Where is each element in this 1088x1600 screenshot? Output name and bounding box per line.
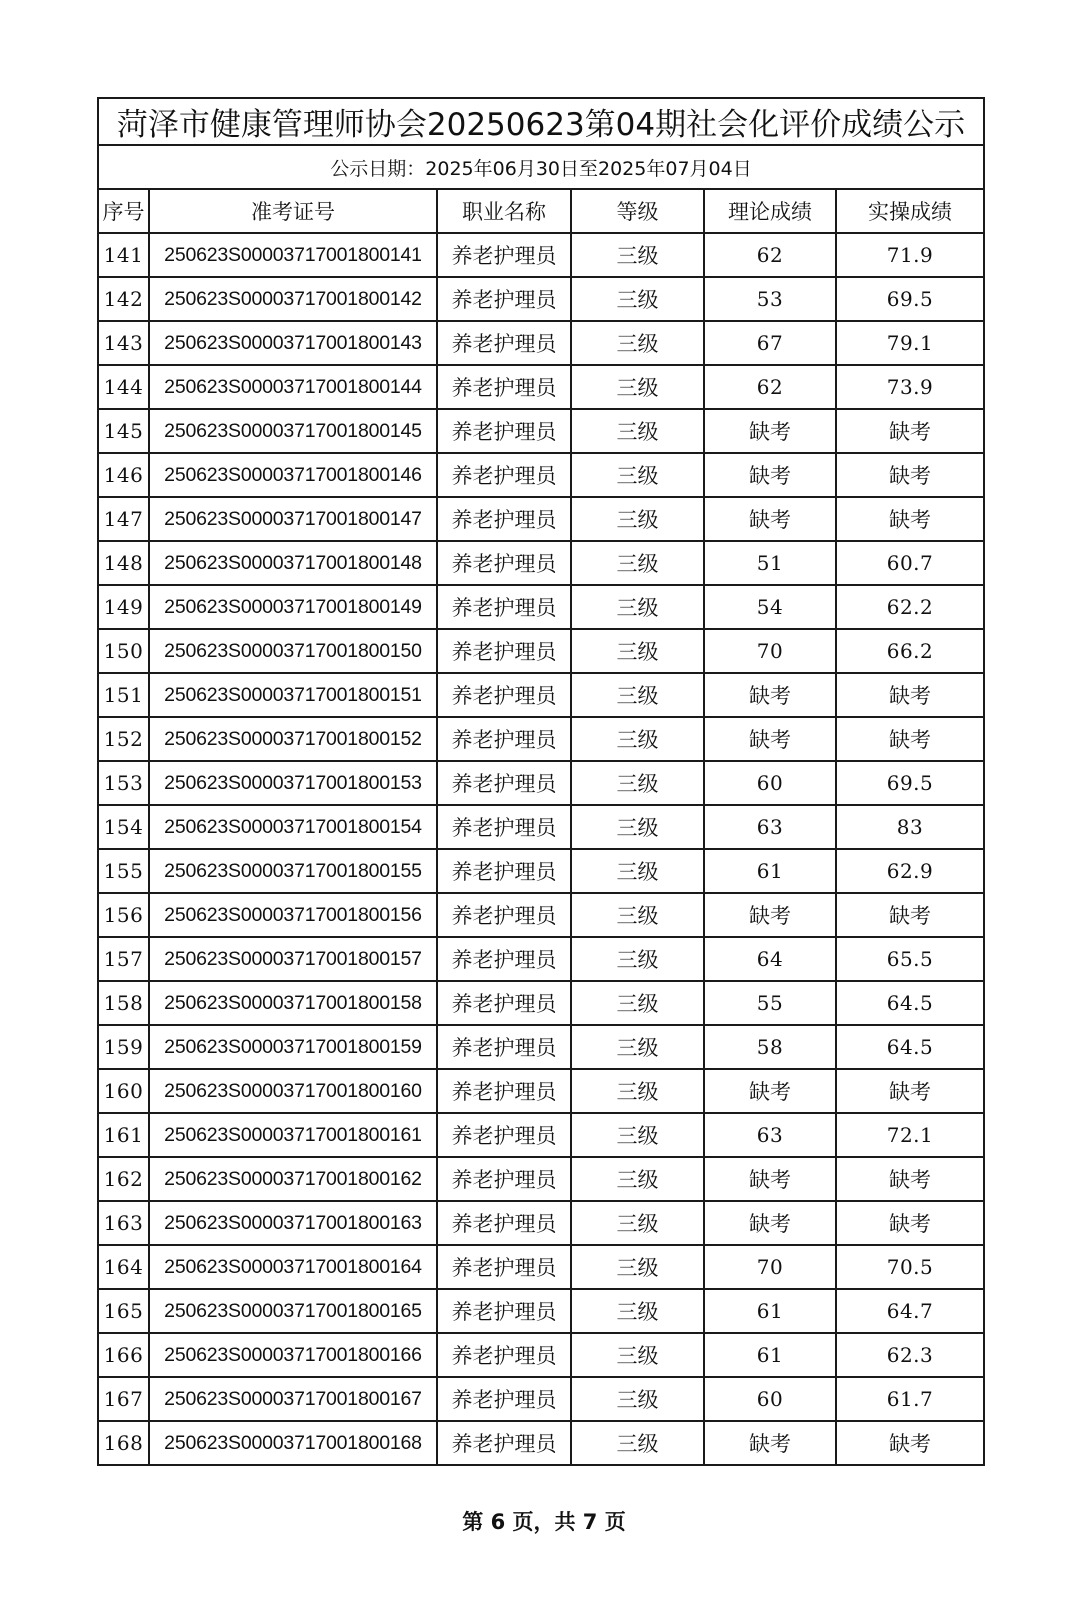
cell-level: 三级 — [571, 717, 704, 761]
cell-exam-id: 250623S00003717001800155 — [149, 849, 437, 893]
cell-level: 三级 — [571, 849, 704, 893]
publish-date: 公示日期：2025年06月30日至2025年07月04日 — [98, 145, 984, 189]
cell-exam-id: 250623S00003717001800164 — [149, 1245, 437, 1289]
score-table — [97, 97, 985, 1466]
cell-exam-id: 250623S00003717001800158 — [149, 981, 437, 1025]
cell-level: 三级 — [571, 1025, 704, 1069]
cell-theory-score: 67 — [704, 321, 836, 365]
cell-theory-score: 62 — [704, 365, 836, 409]
table-body — [98, 233, 984, 1465]
page-footer: 第 6 页，共 7 页 — [462, 1510, 626, 1534]
cell-level: 三级 — [571, 1245, 704, 1289]
cell-practice-score: 83 — [836, 805, 984, 849]
cell-level: 三级 — [571, 585, 704, 629]
cell-practice-score: 缺考 — [836, 893, 984, 937]
cell-practice-score: 缺考 — [836, 1157, 984, 1201]
table-row — [98, 277, 984, 321]
cell-no: 152 — [98, 717, 149, 761]
cell-no: 156 — [98, 893, 149, 937]
cell-job-title: 养老护理员 — [437, 409, 571, 453]
header-level: 等级 — [571, 189, 704, 233]
cell-practice-score: 缺考 — [836, 409, 984, 453]
cell-exam-id: 250623S00003717001800159 — [149, 1025, 437, 1069]
cell-theory-score: 70 — [704, 1245, 836, 1289]
cell-exam-id: 250623S00003717001800163 — [149, 1201, 437, 1245]
cell-no: 146 — [98, 453, 149, 497]
cell-theory-score: 54 — [704, 585, 836, 629]
cell-job-title: 养老护理员 — [437, 233, 571, 277]
cell-practice-score: 70.5 — [836, 1245, 984, 1289]
cell-practice-score: 71.9 — [836, 233, 984, 277]
cell-no: 168 — [98, 1421, 149, 1465]
cell-practice-score: 缺考 — [836, 1069, 984, 1113]
cell-exam-id: 250623S00003717001800167 — [149, 1377, 437, 1421]
cell-no: 161 — [98, 1113, 149, 1157]
cell-no: 153 — [98, 761, 149, 805]
table-row — [98, 1157, 984, 1201]
cell-exam-id: 250623S00003717001800146 — [149, 453, 437, 497]
cell-exam-id: 250623S00003717001800162 — [149, 1157, 437, 1201]
table-row — [98, 981, 984, 1025]
cell-job-title: 养老护理员 — [437, 497, 571, 541]
cell-job-title: 养老护理员 — [437, 1333, 571, 1377]
cell-theory-score: 70 — [704, 629, 836, 673]
cell-level: 三级 — [571, 673, 704, 717]
cell-level: 三级 — [571, 409, 704, 453]
cell-theory-score: 60 — [704, 761, 836, 805]
cell-exam-id: 250623S00003717001800152 — [149, 717, 437, 761]
cell-level: 三级 — [571, 541, 704, 585]
cell-theory-score: 62 — [704, 233, 836, 277]
cell-practice-score: 60.7 — [836, 541, 984, 585]
cell-job-title: 养老护理员 — [437, 1377, 571, 1421]
cell-exam-id: 250623S00003717001800149 — [149, 585, 437, 629]
cell-job-title: 养老护理员 — [437, 673, 571, 717]
cell-practice-score: 62.2 — [836, 585, 984, 629]
cell-exam-id: 250623S00003717001800142 — [149, 277, 437, 321]
cell-job-title: 养老护理员 — [437, 629, 571, 673]
cell-exam-id: 250623S00003717001800144 — [149, 365, 437, 409]
table-row — [98, 893, 984, 937]
cell-theory-score: 63 — [704, 1113, 836, 1157]
cell-practice-score: 72.1 — [836, 1113, 984, 1157]
cell-exam-id: 250623S00003717001800141 — [149, 233, 437, 277]
cell-no: 164 — [98, 1245, 149, 1289]
table-row — [98, 761, 984, 805]
cell-no: 155 — [98, 849, 149, 893]
table-row — [98, 1245, 984, 1289]
cell-theory-score: 61 — [704, 849, 836, 893]
cell-level: 三级 — [571, 1377, 704, 1421]
cell-job-title: 养老护理员 — [437, 277, 571, 321]
cell-practice-score: 62.3 — [836, 1333, 984, 1377]
table-row — [98, 1025, 984, 1069]
cell-practice-score: 64.5 — [836, 1025, 984, 1069]
cell-theory-score: 61 — [704, 1289, 836, 1333]
table-row — [98, 1069, 984, 1113]
table-row — [98, 497, 984, 541]
cell-level: 三级 — [571, 277, 704, 321]
cell-no: 165 — [98, 1289, 149, 1333]
cell-level: 三级 — [571, 1201, 704, 1245]
header-job-title: 职业名称 — [437, 189, 571, 233]
cell-no: 143 — [98, 321, 149, 365]
table-row — [98, 541, 984, 585]
cell-exam-id: 250623S00003717001800151 — [149, 673, 437, 717]
cell-exam-id: 250623S00003717001800147 — [149, 497, 437, 541]
cell-job-title: 养老护理员 — [437, 1113, 571, 1157]
cell-job-title: 养老护理员 — [437, 761, 571, 805]
cell-no: 157 — [98, 937, 149, 981]
cell-level: 三级 — [571, 981, 704, 1025]
cell-theory-score: 缺考 — [704, 673, 836, 717]
cell-level: 三级 — [571, 1421, 704, 1465]
cell-job-title: 养老护理员 — [437, 981, 571, 1025]
cell-no: 163 — [98, 1201, 149, 1245]
table-row — [98, 1289, 984, 1333]
table-row — [98, 673, 984, 717]
table-row — [98, 717, 984, 761]
cell-exam-id: 250623S00003717001800160 — [149, 1069, 437, 1113]
cell-theory-score: 缺考 — [704, 1421, 836, 1465]
cell-no: 159 — [98, 1025, 149, 1069]
table-row — [98, 1377, 984, 1421]
cell-practice-score: 69.5 — [836, 761, 984, 805]
cell-exam-id: 250623S00003717001800143 — [149, 321, 437, 365]
table-row — [98, 1113, 984, 1157]
cell-theory-score: 58 — [704, 1025, 836, 1069]
table-row — [98, 849, 984, 893]
cell-level: 三级 — [571, 937, 704, 981]
cell-practice-score: 66.2 — [836, 629, 984, 673]
date-row — [98, 145, 984, 189]
header-exam-id: 准考证号 — [149, 189, 437, 233]
cell-level: 三级 — [571, 629, 704, 673]
cell-theory-score: 缺考 — [704, 497, 836, 541]
cell-level: 三级 — [571, 233, 704, 277]
table-row — [98, 321, 984, 365]
table-row — [98, 409, 984, 453]
cell-practice-score: 64.5 — [836, 981, 984, 1025]
cell-job-title: 养老护理员 — [437, 893, 571, 937]
cell-theory-score: 61 — [704, 1333, 836, 1377]
cell-practice-score: 缺考 — [836, 717, 984, 761]
cell-practice-score: 73.9 — [836, 365, 984, 409]
cell-level: 三级 — [571, 453, 704, 497]
table-row — [98, 453, 984, 497]
cell-exam-id: 250623S00003717001800156 — [149, 893, 437, 937]
header-no: 序号 — [98, 189, 149, 233]
cell-theory-score: 55 — [704, 981, 836, 1025]
cell-theory-score: 60 — [704, 1377, 836, 1421]
table-row — [98, 937, 984, 981]
cell-no: 154 — [98, 805, 149, 849]
cell-level: 三级 — [571, 1333, 704, 1377]
cell-theory-score: 缺考 — [704, 409, 836, 453]
cell-exam-id: 250623S00003717001800145 — [149, 409, 437, 453]
cell-job-title: 养老护理员 — [437, 1157, 571, 1201]
cell-job-title: 养老护理员 — [437, 541, 571, 585]
cell-no: 158 — [98, 981, 149, 1025]
header-practice-score: 实操成绩 — [836, 189, 984, 233]
cell-theory-score: 64 — [704, 937, 836, 981]
cell-no: 162 — [98, 1157, 149, 1201]
cell-exam-id: 250623S00003717001800166 — [149, 1333, 437, 1377]
cell-exam-id: 250623S00003717001800161 — [149, 1113, 437, 1157]
cell-theory-score: 缺考 — [704, 717, 836, 761]
cell-level: 三级 — [571, 497, 704, 541]
cell-no: 151 — [98, 673, 149, 717]
cell-theory-score: 53 — [704, 277, 836, 321]
cell-theory-score: 缺考 — [704, 1157, 836, 1201]
cell-job-title: 养老护理员 — [437, 937, 571, 981]
cell-level: 三级 — [571, 365, 704, 409]
cell-no: 141 — [98, 233, 149, 277]
cell-practice-score: 62.9 — [836, 849, 984, 893]
cell-exam-id: 250623S00003717001800148 — [149, 541, 437, 585]
cell-job-title: 养老护理员 — [437, 365, 571, 409]
cell-level: 三级 — [571, 893, 704, 937]
cell-level: 三级 — [571, 321, 704, 365]
cell-practice-score: 缺考 — [836, 453, 984, 497]
cell-job-title: 养老护理员 — [437, 1025, 571, 1069]
cell-level: 三级 — [571, 1157, 704, 1201]
cell-no: 144 — [98, 365, 149, 409]
cell-job-title: 养老护理员 — [437, 849, 571, 893]
cell-theory-score: 缺考 — [704, 1201, 836, 1245]
cell-no: 148 — [98, 541, 149, 585]
cell-no: 142 — [98, 277, 149, 321]
cell-exam-id: 250623S00003717001800153 — [149, 761, 437, 805]
cell-practice-score: 缺考 — [836, 1201, 984, 1245]
cell-no: 167 — [98, 1377, 149, 1421]
table-row — [98, 805, 984, 849]
cell-exam-id: 250623S00003717001800168 — [149, 1421, 437, 1465]
table-row — [98, 629, 984, 673]
cell-no: 145 — [98, 409, 149, 453]
cell-theory-score: 缺考 — [704, 1069, 836, 1113]
cell-theory-score: 51 — [704, 541, 836, 585]
cell-practice-score: 65.5 — [836, 937, 984, 981]
cell-job-title: 养老护理员 — [437, 717, 571, 761]
document-title: 菏泽市健康管理师协会20250623第04期社会化评价成绩公示 — [98, 98, 984, 145]
cell-practice-score: 缺考 — [836, 1421, 984, 1465]
cell-no: 147 — [98, 497, 149, 541]
cell-exam-id: 250623S00003717001800154 — [149, 805, 437, 849]
cell-job-title: 养老护理员 — [437, 453, 571, 497]
cell-job-title: 养老护理员 — [437, 1245, 571, 1289]
cell-level: 三级 — [571, 761, 704, 805]
header-row — [98, 189, 984, 233]
cell-exam-id: 250623S00003717001800150 — [149, 629, 437, 673]
cell-exam-id: 250623S00003717001800157 — [149, 937, 437, 981]
table-row — [98, 1201, 984, 1245]
table-row — [98, 365, 984, 409]
cell-job-title: 养老护理员 — [437, 1201, 571, 1245]
cell-practice-score: 79.1 — [836, 321, 984, 365]
cell-no: 149 — [98, 585, 149, 629]
cell-job-title: 养老护理员 — [437, 1069, 571, 1113]
table-row — [98, 585, 984, 629]
cell-job-title: 养老护理员 — [437, 1421, 571, 1465]
cell-job-title: 养老护理员 — [437, 805, 571, 849]
cell-practice-score: 缺考 — [836, 497, 984, 541]
cell-level: 三级 — [571, 1289, 704, 1333]
cell-job-title: 养老护理员 — [437, 585, 571, 629]
cell-theory-score: 63 — [704, 805, 836, 849]
cell-level: 三级 — [571, 1069, 704, 1113]
cell-practice-score: 61.7 — [836, 1377, 984, 1421]
cell-practice-score: 69.5 — [836, 277, 984, 321]
header-theory-score: 理论成绩 — [704, 189, 836, 233]
cell-theory-score: 缺考 — [704, 453, 836, 497]
cell-practice-score: 缺考 — [836, 673, 984, 717]
table-row — [98, 233, 984, 277]
table-row — [98, 1333, 984, 1377]
cell-no: 166 — [98, 1333, 149, 1377]
cell-job-title: 养老护理员 — [437, 321, 571, 365]
cell-no: 150 — [98, 629, 149, 673]
cell-level: 三级 — [571, 805, 704, 849]
cell-practice-score: 64.7 — [836, 1289, 984, 1333]
cell-exam-id: 250623S00003717001800165 — [149, 1289, 437, 1333]
cell-level: 三级 — [571, 1113, 704, 1157]
title-row — [98, 98, 984, 145]
cell-theory-score: 缺考 — [704, 893, 836, 937]
cell-no: 160 — [98, 1069, 149, 1113]
cell-job-title: 养老护理员 — [437, 1289, 571, 1333]
table-row — [98, 1421, 984, 1465]
